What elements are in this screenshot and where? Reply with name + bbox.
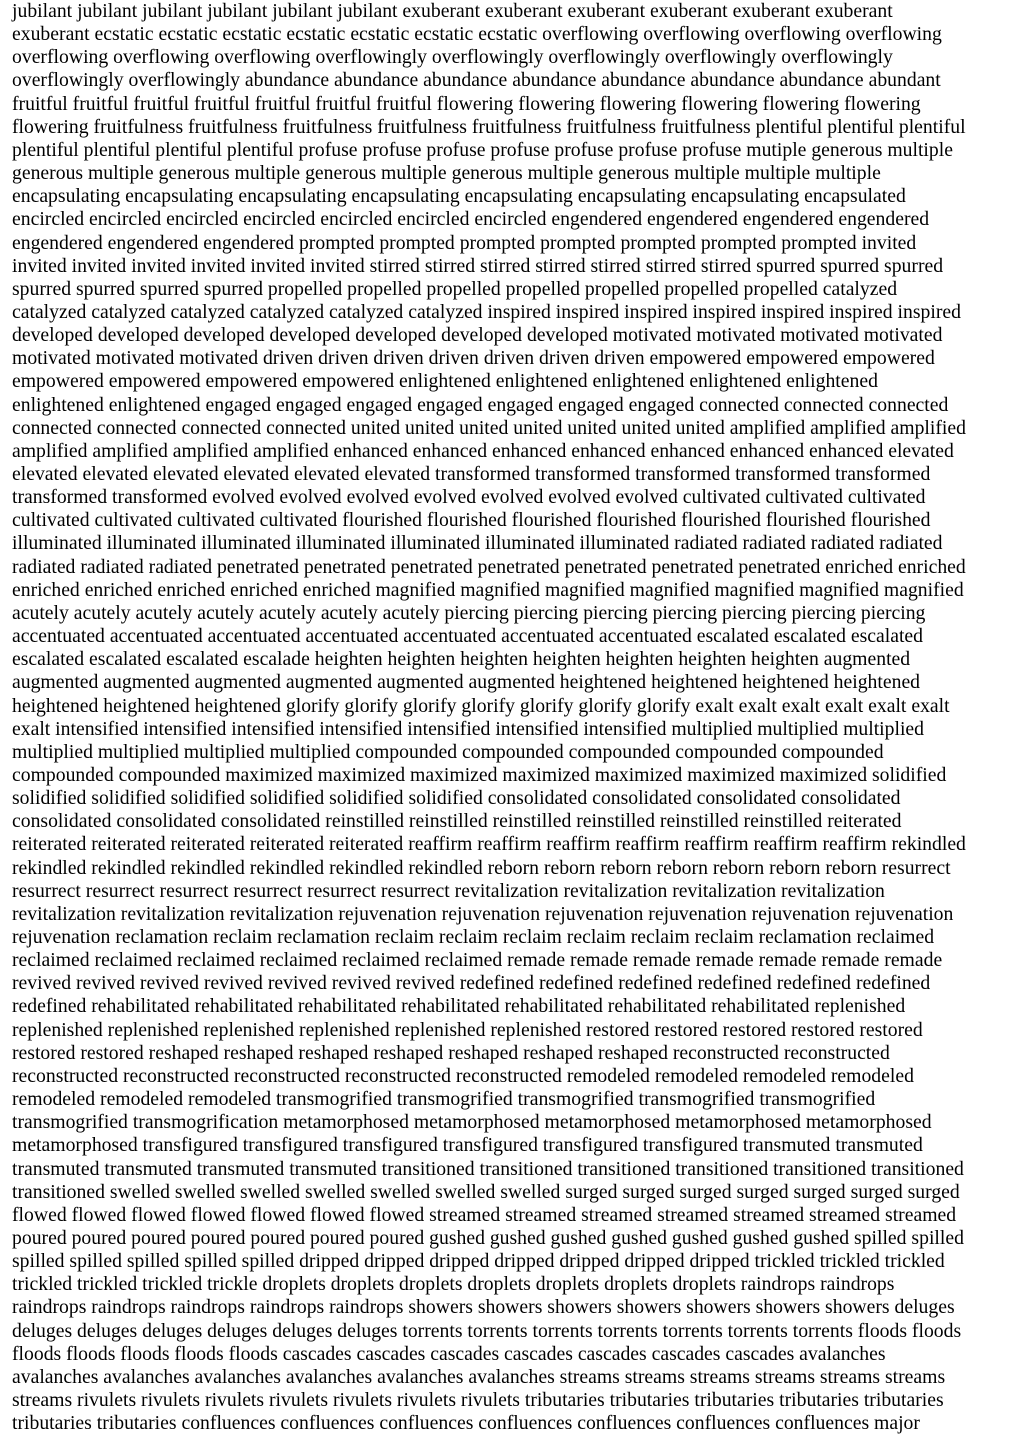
- document-line: encircled encircled encircled encircled encircled encircled encircled engendered engendered engendered engendered: [12, 208, 930, 231]
- document-line: elevated elevated elevated elevated elevated elevated transformed transformed transformed transformed transformed: [12, 463, 931, 485]
- document-line: metamorphosed transfigured transfigured transfigured transfigured transfigured transfigured transmuted transmuted: [12, 1134, 923, 1157]
- document-line: motivated motivated motivated driven driven driven driven driven driven driven empowered empowered empowered: [12, 347, 935, 370]
- document-line: engendered engendered engendered prompted prompted prompted prompted prompted prompted prompted invited: [12, 231, 917, 254]
- document-line: plentiful plentiful plentiful plentiful profuse profuse profuse profuse profuse profuse profuse mutiple generous multiple: [12, 138, 953, 161]
- document-line: flowed flowed flowed flowed flowed flowed flowed streamed streamed streamed streamed streamed streamed streamed: [12, 1203, 957, 1226]
- document-line: exuberant ecstatic ecstatic ecstatic ecstatic ecstatic ecstatic ecstatic overflowing overflowing overflowing overflowing: [12, 23, 942, 46]
- document-line: invited invited invited invited invited invited stirred stirred stirred stirred stirred stirred stirred spurred spurred spurred: [12, 254, 944, 277]
- document-line: transmuted transmuted transmuted transmuted transitioned transitioned transitioned transitioned transitioned transitioned: [12, 1157, 964, 1180]
- document-line: overflowingly overflowingly abundance abundance abundance abundance abundance abundance abundance abundant: [12, 69, 941, 92]
- document-line: floods floods floods floods floods cascades cascades cascades cascades cascades cascades cascades avalanches: [12, 1342, 886, 1365]
- document-line: reclaimed reclaimed reclaimed reclaimed reclaimed reclaimed remade remade remade remade remade remade remade: [12, 949, 943, 972]
- document-line: exalt intensified intensified intensified intensified intensified intensified intensified multiplied multiplied multiplied: [12, 717, 925, 740]
- document-line: augmented augmented augmented augmented augmented augmented heightened heightened heightened heightened: [12, 671, 921, 694]
- document-line: generous multiple generous multiple generous multiple generous multiple generous multiple multiple multiple: [12, 162, 881, 185]
- document-line: revived revived revived revived revived revived revived redefined redefined redefined redefined redefined redefined: [12, 972, 931, 995]
- document-line: spurred spurred spurred spurred propelled propelled propelled propelled propelled propelled propelled catalyzed: [12, 277, 898, 300]
- document-line: illuminated illuminated illuminated illuminated illuminated illuminated illuminated radiated radiated radiated radiated: [12, 532, 943, 555]
- document-line: acutely acutely acutely acutely acutely acutely acutely piercing piercing piercing piercing piercing piercing piercing: [12, 601, 926, 624]
- document-line: trickled trickled trickled trickle droplets droplets droplets droplets droplets droplets droplets raindrops raindrops: [12, 1273, 895, 1296]
- document-line: heightened heightened heightened glorify glorify glorify glorify glorify glorify glorify exalt exalt exalt exalt exalt exalt: [12, 694, 950, 717]
- document-line: resurrect resurrect resurrect resurrect resurrect resurrect revitalization revitalization revitalization revitalization: [12, 879, 885, 902]
- document-line: transitioned swelled swelled swelled swelled swelled swelled swelled surged surged surged surged surged surged surged: [12, 1180, 960, 1203]
- document-line: escalated escalated escalated escalade heighten heighten heighten heighten heighten heighten heighten augmented: [12, 648, 911, 671]
- document-line: jubilant jubilant jubilant jubilant jubilant jubilant exuberant exuberant exuberant exuberant exuberant exuberant: [12, 0, 893, 22]
- document-line: rejuvenation reclamation reclaim reclamation reclaim reclaim reclaim reclaim reclaim reclaim reclamation reclaimed: [12, 926, 935, 948]
- document-line: streams rivulets rivulets rivulets rivulets rivulets rivulets rivulets tributaries tributaries tributaries tributaries tributaries: [12, 1389, 944, 1411]
- document-line: cultivated cultivated cultivated cultivated flourished flourished flourished flourished flourished flourished flourished: [12, 509, 931, 532]
- document-line: rekindled rekindled rekindled rekindled rekindled rekindled reborn reborn reborn reborn reborn reborn reborn resurrect: [12, 856, 951, 879]
- document-line: flowering fruitfulness fruitfulness fruitfulness fruitfulness fruitfulness fruitfulness fruitfulness plentiful plentiful plentiful: [12, 115, 966, 138]
- document-line: solidified solidified solidified solidified solidified solidified consolidated consolidated consolidated consolidated: [12, 787, 901, 810]
- document-line: fruitful fruitful fruitful fruitful fruitful fruitful fruitful flowering flowering flowering flowering flowering flowering: [12, 92, 921, 115]
- document-line: enlightened enlightened engaged engaged engaged engaged engaged engaged engaged connected connected connected: [12, 393, 949, 416]
- document-line: restored restored reshaped reshaped reshaped reshaped reshaped reshaped reshaped reconstructed reconstructed: [12, 1041, 890, 1064]
- document-line: empowered empowered empowered empowered enlightened enlightened enlightened enlightened enlightened: [12, 370, 878, 393]
- document-line: overflowing overflowing overflowing overflowingly overflowingly overflowingly overflowingly overflowingly: [12, 46, 893, 69]
- document-line: amplified amplified amplified amplified enhanced enhanced enhanced enhanced enhanced enhanced enhanced elevated: [12, 439, 954, 462]
- document-line: accentuated accentuated accentuated accentuated accentuated accentuated accentuated escalated escalated escalated: [12, 625, 924, 648]
- document-line: avalanches avalanches avalanches avalanches avalanches avalanches streams streams streams streams streams streams: [12, 1365, 946, 1388]
- document-line: reconstructed reconstructed reconstructed reconstructed reconstructed remodeled remodeled remodeled remodeled: [12, 1064, 914, 1087]
- document-line: raindrops raindrops raindrops raindrops raindrops showers showers showers showers showers showers showers deluges: [12, 1296, 955, 1319]
- document-line: redefined rehabilitated rehabilitated rehabilitated rehabilitated rehabilitated rehabilitated rehabilitated replenished: [12, 995, 906, 1018]
- document-line: deluges deluges deluges deluges deluges deluges torrents torrents torrents torrents torrents torrents torrents floods floods: [12, 1319, 962, 1342]
- document-line: enriched enriched enriched enriched enriched magnified magnified magnified magnified magnified magnified magnified: [12, 578, 964, 601]
- document-line: multiplied multiplied multiplied multiplied compounded compounded compounded compounded compounded: [12, 740, 884, 763]
- document-line: tributaries tributaries confluences confluences confluences confluences confluences confluences confluences major: [12, 1412, 920, 1435]
- document-line: encapsulating encapsulating encapsulating encapsulating encapsulating encapsulating encapsulating encapsulated: [12, 185, 906, 208]
- document-line: remodeled remodeled remodeled transmogrified transmogrified transmogrified transmogrified transmogrified: [12, 1088, 876, 1111]
- document-line: revitalization revitalization revitalization rejuvenation rejuvenation rejuvenation rejuvenation rejuvenation rejuvenation: [12, 902, 954, 925]
- document-line: consolidated consolidated consolidated reinstilled reinstilled reinstilled reinstilled reinstilled reinstilled reiterated: [12, 810, 902, 833]
- document-line: poured poured poured poured poured poured poured gushed gushed gushed gushed gushed gushed gushed spilled spilled: [12, 1226, 964, 1249]
- document-line: developed developed developed developed developed developed developed motivated motivated motivated motivated: [12, 324, 943, 347]
- document-line: compounded compounded maximized maximized maximized maximized maximized maximized maximized solidified: [12, 763, 947, 786]
- document-line: catalyzed catalyzed catalyzed catalyzed catalyzed catalyzed inspired inspired inspired inspired inspired inspired inspired: [12, 300, 961, 323]
- document-line: transmogrified transmogrification metamorphosed metamorphosed metamorphosed metamorphosed metamorphosed: [12, 1111, 932, 1134]
- document-line: reiterated reiterated reiterated reiterated reiterated reaffirm reaffirm reaffirm reaffirm reaffirm reaffirm reaffirm rekindled: [12, 833, 966, 856]
- document-line: transformed transformed evolved evolved evolved evolved evolved evolved evolved cultivated cultivated cultivated: [12, 486, 926, 509]
- document-line: replenished replenished replenished replenished replenished replenished restored restored restored restored restored: [12, 1018, 923, 1041]
- document-line: spilled spilled spilled spilled spilled dripped dripped dripped dripped dripped dripped dripped trickled trickled trickled: [12, 1250, 945, 1273]
- document-line: radiated radiated radiated penetrated penetrated penetrated penetrated penetrated penetrated penetrated enriched enriched: [12, 555, 966, 578]
- document-line: connected connected connected connected united united united united united united united amplified amplified amplified: [12, 416, 966, 439]
